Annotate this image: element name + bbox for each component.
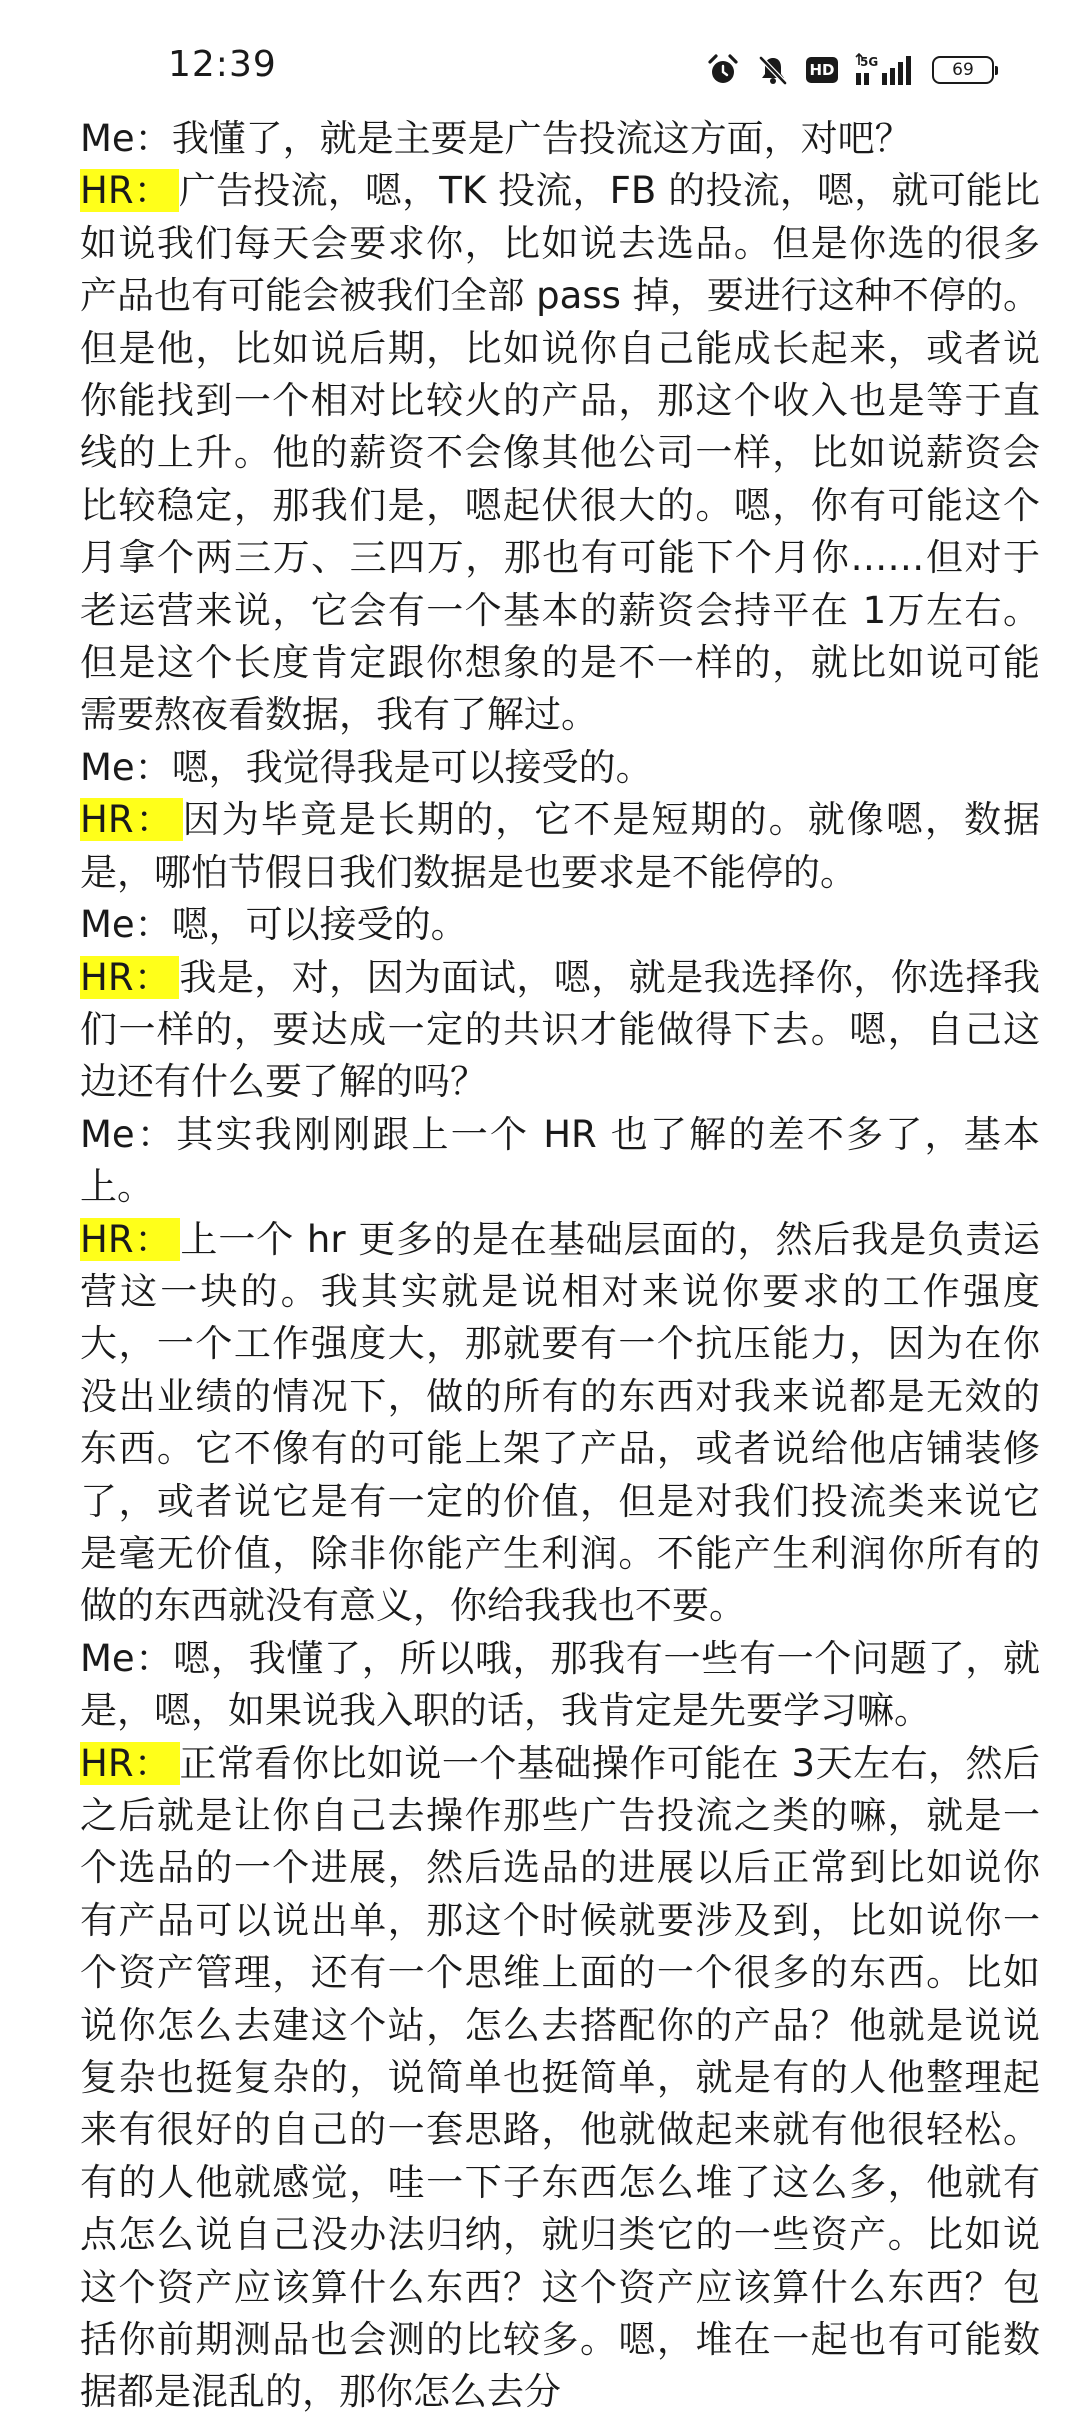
transcript-entry	[80, 1214, 1040, 1633]
status-time: 12:39	[168, 44, 277, 85]
speaker-label-hr: HR：	[80, 798, 183, 841]
alarm-icon	[706, 53, 740, 87]
battery-level: 69	[952, 60, 974, 80]
speaker-label-hr: HR：	[80, 1218, 180, 1261]
transcript-text: 嗯，可以接受的。	[171, 903, 468, 947]
transcript-entry	[80, 1109, 1040, 1214]
transcript-entry	[80, 1633, 1040, 1738]
transcript-entry	[80, 1738, 1040, 2419]
speaker-label-me: Me：	[80, 1112, 177, 1156]
signal-5g-icon	[854, 53, 916, 87]
speaker-label-hr: HR：	[80, 169, 179, 212]
transcript-text: 我是，对，因为面试，嗯，就是我选择你，你选择我们一样的，要达成一定的共识才能做得下去。嗯，自己这边还有什么要了解的吗？	[80, 955, 1041, 1104]
transcript-entry	[80, 952, 1040, 1109]
speaker-label-me: Me：	[80, 745, 172, 789]
transcript-text: 广告投流，嗯，TK 投流，FB 的投流，嗯，就可能比如说我们每天会要求你，比如说去选品。但是你选的很多产品也有可能会被我们全部 pass 掉，要进行这种不停的。但是他，比如说后期，比如说你自己能成长起来，或者说你能找到一个相对比较火的产品，那这个收入也是等于直线的上升。他的薪资不会像其他公司一样，比如说薪资会比较稳定，那我们是，嗯起伏很大的。嗯，你有可能这个月拿个两三万、三四万，那也有可能下个月你……但对于老运营来说，它会有一个基本的薪资会持平在 1万左右。但是这个长度肯定跟你想象的是不一样的，就比如说可能需要熬夜看数据，我有了解过。	[80, 169, 1040, 737]
speaker-label-me: Me：	[80, 903, 172, 947]
transcript-entry	[80, 794, 1040, 899]
mute-icon	[756, 53, 790, 87]
transcript-text: 嗯，我懂了，所以哦，那我有一些有一个问题了，就是，嗯，如果说我入职的话，我肯定是先要学习嘛。	[80, 1636, 1041, 1733]
speaker-label-hr: HR：	[80, 1742, 180, 1785]
status-bar	[0, 0, 1080, 120]
transcript-text: 嗯，我觉得我是可以接受的。	[171, 745, 653, 789]
speaker-label-hr: HR：	[80, 956, 179, 999]
transcript-text: 其实我刚刚跟上一个 HR 也了解的差不多了，基本上。	[80, 1112, 1041, 1209]
transcript-entry	[80, 165, 1040, 741]
transcript	[80, 113, 1040, 2419]
transcript-text: 因为毕竟是长期的，它不是短期的。就像嗯，数据是，哪怕节假日我们数据是也要求是不能停的。	[80, 798, 1041, 894]
transcript-entry	[80, 742, 1040, 794]
transcript-text: 我懂了，就是主要是广告投流这方面，对吧？	[171, 117, 912, 160]
transcript-entry	[80, 113, 1040, 165]
speaker-label-me: Me：	[80, 117, 172, 160]
hd-icon: HD	[806, 57, 838, 83]
battery-icon	[932, 56, 994, 84]
transcript-text: 正常看你比如说一个基础操作可能在 3天左右，然后之后就是让你自己去操作那些广告投流之类的嘛，就是一个选品的一个进展，然后选品的进展以后正常到比如说你有产品可以说出单，那这个时候就要涉及到，比如说你一个资产管理，还有一个思维上面的一个很多的东西。比如说你怎么去建这个站，怎么去搭配你的产品？他就是说说复杂也挺复杂的，说简单也挺简单，就是有的人他整理起来有很好的自己的一套思路，他就做起来就有他很轻松。有的人他就感觉，哇一下子东西怎么堆了这么多，他就有点怎么说自己没办法归纳，就归类它的一些资产。比如说这个资产应该算什么东西？这个资产应该算什么东西？包括你前期测品也会测的比较多。嗯，堆在一起也有可能数据都是混乱的，那你怎么去分	[80, 1741, 1040, 2414]
svg-text:5G: 5G	[860, 55, 879, 69]
speaker-label-me: Me：	[80, 1636, 174, 1680]
status-icons	[706, 50, 994, 90]
transcript-entry	[80, 899, 1040, 951]
transcript-text: 上一个 hr 更多的是在基础层面的，然后我是负责运营这一块的。我其实就是说相对来说你要求的工作强度大，一个工作强度大，那就要有一个抗压能力，因为在你没出业绩的情况下，做的所有的东西对我来说都是无效的东西。它不像有的可能上架了产品，或者说给他店铺装修了，或者说它是有一定的价值，但是对我们投流类来说它是毫无价值，除非你能产生利润。不能产生利润你所有的做的东西就没有意义，你给我我也不要。	[80, 1217, 1040, 1628]
